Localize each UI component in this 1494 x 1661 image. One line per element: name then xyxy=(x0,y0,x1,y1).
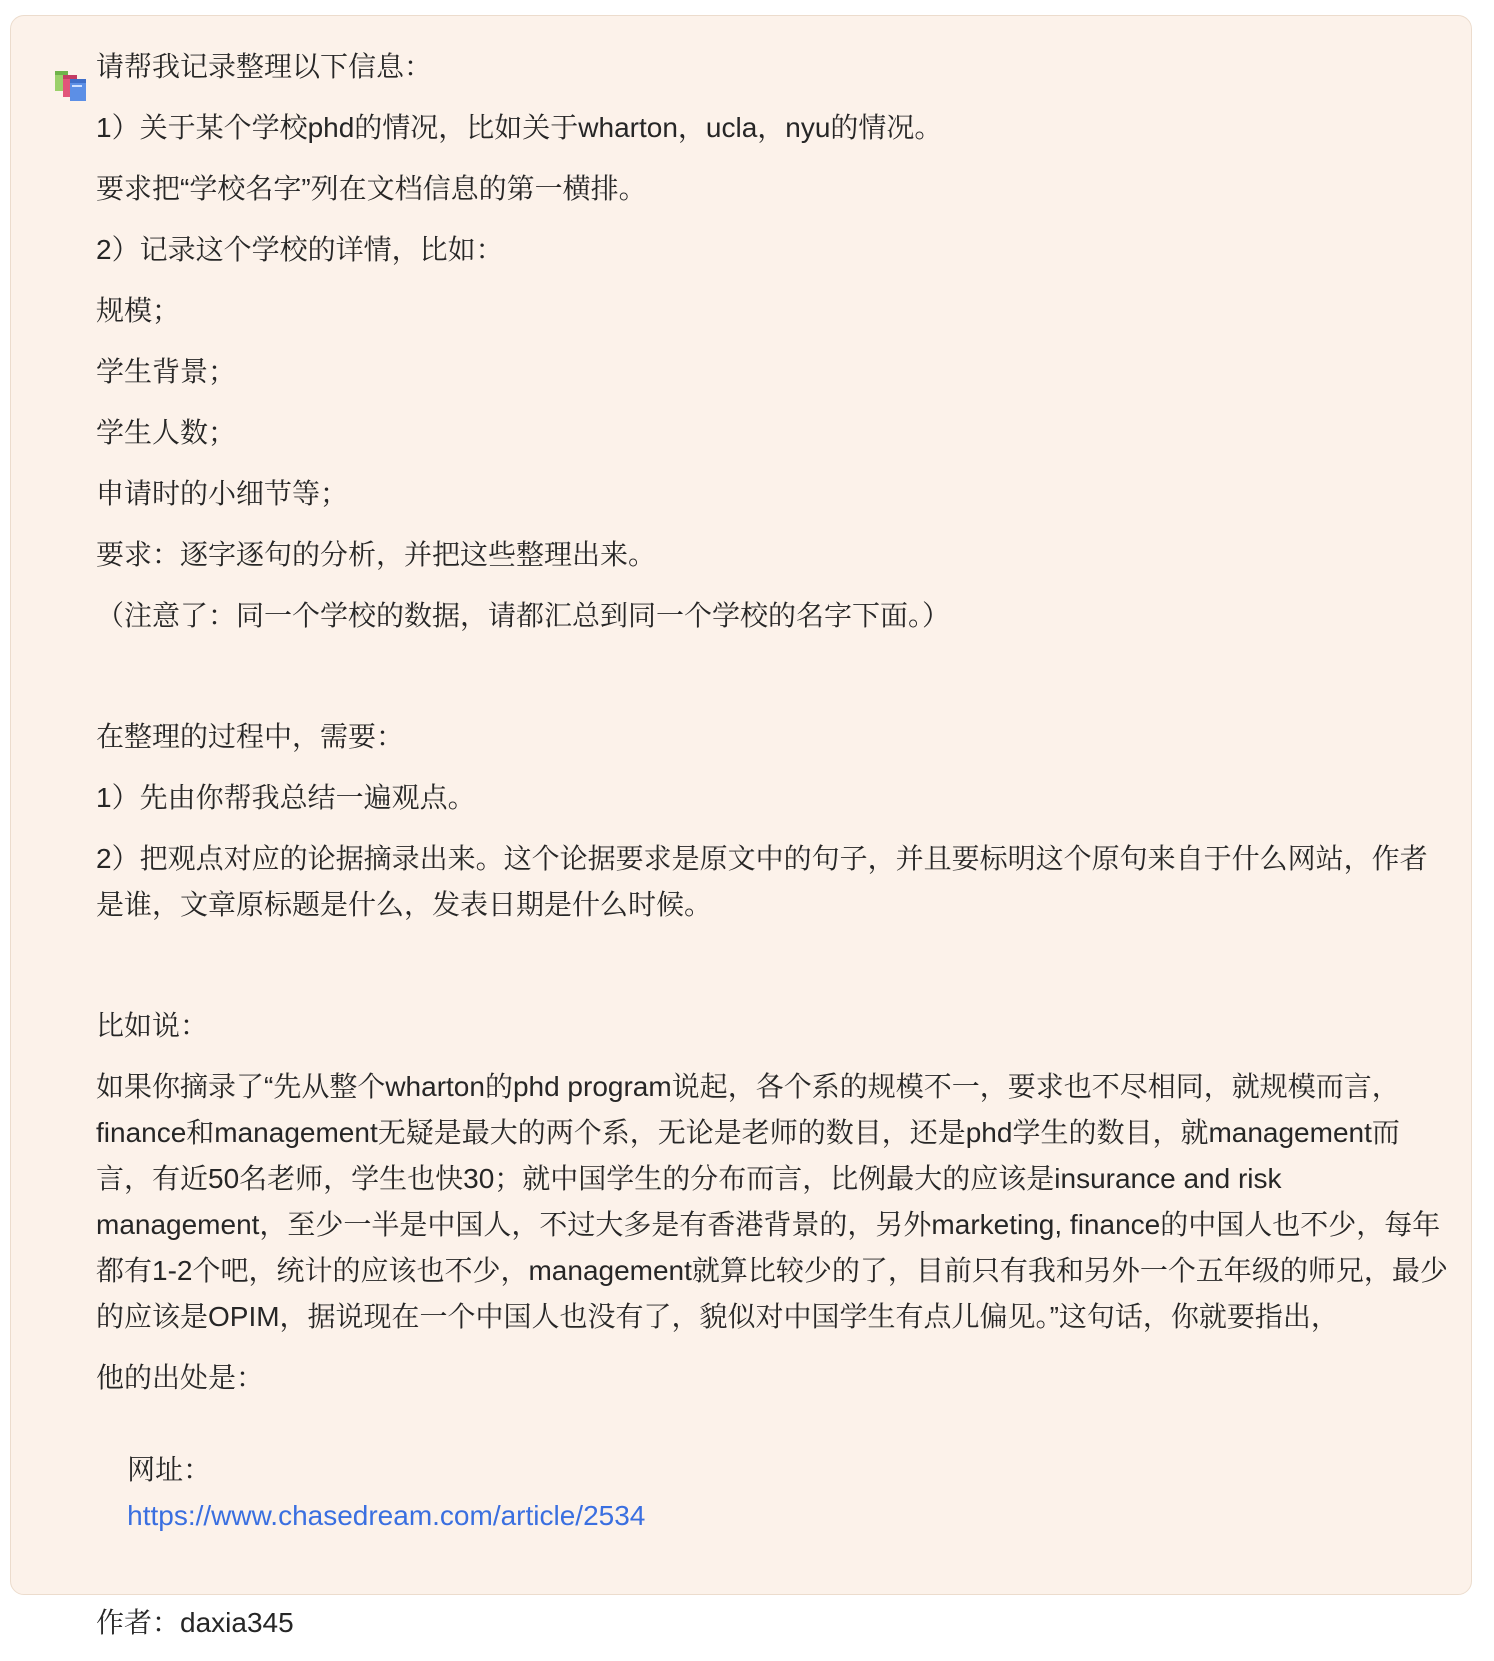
line-example-label: 比如说： xyxy=(96,1010,209,1041)
line-url xyxy=(96,1401,1451,1585)
message-body xyxy=(96,44,1451,1661)
url-label: 网址： xyxy=(127,1454,212,1485)
line-details: 申请时的小细节等； xyxy=(96,478,349,509)
line-background: 学生背景； xyxy=(96,356,237,387)
line-student-count: 学生人数； xyxy=(96,417,237,448)
line-analysis: 要求：逐字逐句的分析，并把这些整理出来。 xyxy=(96,539,657,570)
line-school-name-rule: 要求把“学校名字”列在文档信息的第一横排。 xyxy=(96,173,647,204)
line-process: 在整理的过程中，需要： xyxy=(96,721,405,752)
line-req-2: 2）记录这个学校的详情，比如： xyxy=(96,234,504,265)
line-intro: 请帮我记录整理以下信息： xyxy=(96,51,433,82)
line-summary: 1）先由你帮我总结一遍观点。 xyxy=(96,782,476,813)
source-url-link[interactable]: https://www.chasedream.com/article/2534 xyxy=(127,1500,646,1531)
spacer xyxy=(96,943,1451,1003)
line-scale: 规模； xyxy=(96,295,181,326)
line-note: （注意了：同一个学校的数据，请都汇总到同一个学校的名字下面。） xyxy=(96,600,951,631)
line-req-1: 1）关于某个学校phd的情况，比如关于wharton，ucla，nyu的情况。 xyxy=(96,112,943,143)
line-author: 作者：daxia345 xyxy=(96,1607,294,1638)
books-icon xyxy=(53,69,89,103)
spacer xyxy=(96,654,1451,714)
line-evidence: 2）把观点对应的论据摘录出来。这个论据要求是原文中的句子，并且要标明这个原句来自于什么网站，作者是谁，文章原标题是什么，发表日期是什么时候。 xyxy=(96,843,1428,920)
line-example-quote: 如果你摘录了“先从整个wharton的phd program说起，各个系的规模不一，要求也不尽相同，就规模而言，finance和management无疑是最大的两个系，无论是老师的数目，还是phd学生的数目，就management而言，有近50名老师，学生也快30；就中国学生的分布而言，比例最大的应该是insurance and risk management，至少一半是中国人，不过大多是有香港背景的，另外marketing, finance的中国人也不少，每年都有1-2个吧，统计的应该也不少，management就算比较少的了，目前只有我和另外一个五年级的师兄，最少的应该是OPIM，据说现在一个中国人也没有了，貌似对中国学生有点儿偏见。”这句话，你就要指出， xyxy=(96,1071,1448,1332)
line-source-label: 他的出处是： xyxy=(96,1362,265,1393)
